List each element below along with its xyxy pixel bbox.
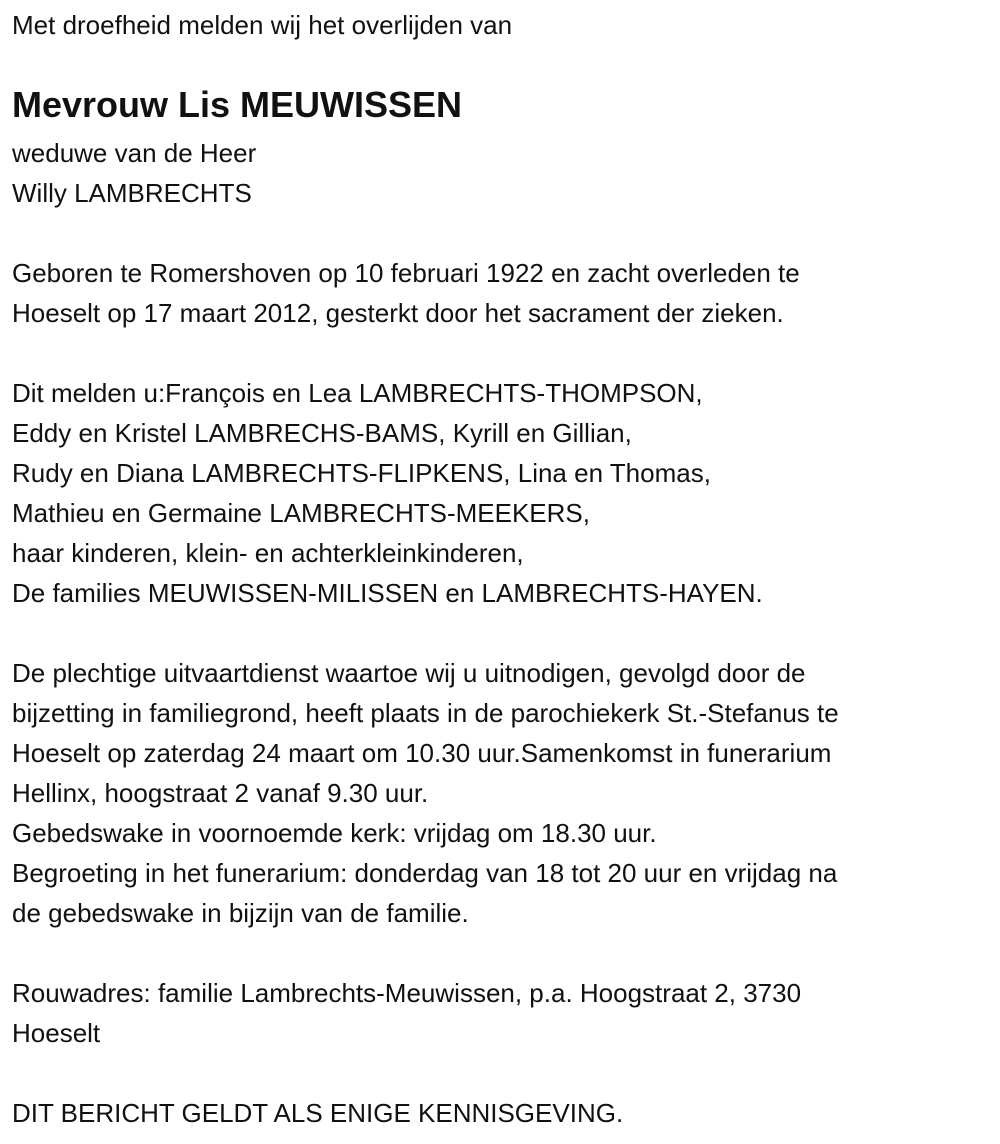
notice-text: DIT BERICHT GELDT ALS ENIGE KENNISGEVING. <box>12 1098 624 1128</box>
spouse-name: Willy LAMBRECHTS <box>12 178 252 208</box>
service-line: de gebedswake in bijzijn van de familie. <box>12 898 469 928</box>
address-line: Rouwadres: familie Lambrechts-Meuwissen, p.a. Hoogstraat 2, 3730 <box>12 978 802 1008</box>
address-line: Hoeselt <box>12 1018 101 1048</box>
service-line: bijzetting in familiegrond, heeft plaats in de parochiekerk St.-Stefanus te <box>12 698 839 728</box>
family-line: Eddy en Kristel LAMBRECHS-BAMS, Kyrill en Gillian, <box>12 418 632 448</box>
deceased-name: Mevrouw Lis MEUWISSEN <box>12 84 463 125</box>
family-line: haar kinderen, klein- en achterkleinkinderen, <box>12 538 524 568</box>
family-line: Rudy en Diana LAMBRECHTS-FLIPKENS, Lina en Thomas, <box>12 458 711 488</box>
intro-text: Met droefheid melden wij het overlijden van <box>12 10 513 40</box>
service-line: Begroeting in het funerarium: donderdag van 18 tot 20 uur en vrijdag na <box>12 858 838 888</box>
birth-death-line: Hoeselt op 17 maart 2012, gesterkt door het sacrament der zieken. <box>12 298 784 328</box>
service-line: Gebedswake in voornoemde kerk: vrijdag om 18.30 uur. <box>12 818 657 848</box>
spouse-line: weduwe van de Heer <box>12 138 257 168</box>
family-line: Dit melden u:François en Lea LAMBRECHTS-THOMPSON, <box>12 378 703 408</box>
family-line: Mathieu en Germaine LAMBRECHTS-MEEKERS, <box>12 498 590 528</box>
birth-death-line: Geboren te Romershoven op 10 februari 1922 en zacht overleden te <box>12 258 800 288</box>
service-line: De plechtige uitvaartdienst waartoe wij u uitnodigen, gevolgd door de <box>12 658 806 688</box>
service-line: Hoeselt op zaterdag 24 maart om 10.30 uur.Samenkomst in funerarium <box>12 738 832 768</box>
service-line: Hellinx, hoogstraat 2 vanaf 9.30 uur. <box>12 778 429 808</box>
family-line: De families MEUWISSEN-MILISSEN en LAMBRECHTS-HAYEN. <box>12 578 763 608</box>
